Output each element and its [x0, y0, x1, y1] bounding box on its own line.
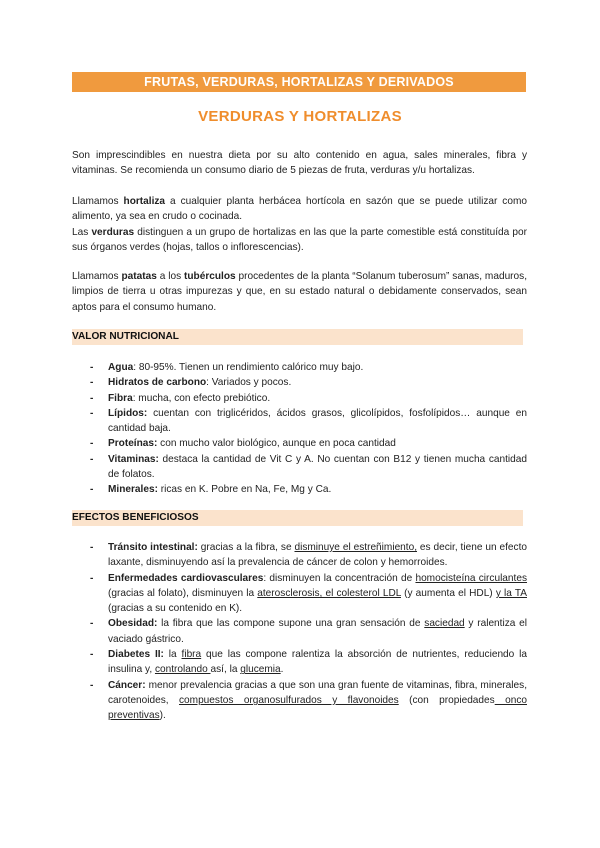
term-tuberculos: tubérculos: [184, 271, 236, 282]
section-title: VERDURAS Y HORTALIZAS: [198, 108, 402, 125]
chapter-banner: FRUTAS, VERDURAS, HORTALIZAS Y DERIVADOS: [72, 72, 526, 92]
list-item: - Cáncer: menor prevalencia gracias a que son una gran fuente de vitaminas, fibra, minerales, carotenoides, compuestos organosulfurados y flavonoides (con propiedades onco preventivas).: [90, 679, 527, 722]
patatas-definition: Llamamos patatas a los tubérculos procedentes de la planta “Solanum tuberosum” sanas, maduros, limpios de tierra u otras impurezas y que, en su estado natural o debidamente conservados, sean aptos para el consumo humano.: [72, 271, 528, 313]
list-item: - Fibra: mucha, con efecto prebiótico.: [90, 392, 271, 404]
list-item: - Minerales: ricas en K. Pobre en Na, Fe, Mg y Ca.: [90, 484, 332, 496]
term-hortaliza: hortaliza: [123, 196, 166, 207]
hortaliza-definition: Llamamos hortaliza a cualquier planta herbácea hortícola en sazón que se puede utilizar como alimento, ya sea en crudo o cocinada. Las verduras distinguen a un grupo de hortalizas en las que la parte comestible está constituída por sus órganos verdes (hojas, tallos o inflorescencias).: [72, 196, 527, 253]
list-item: - Agua: 80-95%. Tienen un rendimiento calórico muy bajo.: [90, 362, 364, 373]
list-item: - Lípidos: cuentan con triglicéridos, ácidos grasos, glicolípidos, fosfolípidos… aunque en cantidad baja.: [90, 407, 527, 435]
term-patatas: patatas: [121, 271, 157, 282]
efectos-list: [72, 540, 527, 724]
list-item: - Proteínas: con mucho valor biológico, aunque en poca cantidad: [90, 438, 396, 450]
valor-list: [72, 360, 527, 498]
list-item: - Vitaminas: destaca la cantidad de Vit C y A. No cuentan con B12 y tienen mucha cantidad de folatos.: [90, 453, 527, 481]
term-verduras: verduras: [91, 226, 135, 238]
list-item: - Tránsito intestinal: gracias a la fibra, se disminuye el estreñimiento, es decir, tiene un efecto laxante, disminuyendo así la prevalencia de cáncer de colon y hemorroides.: [90, 542, 527, 569]
list-item: - Obesidad: la fibra que las compone supone una gran sensación de saciedad y ralentiza el vaciado gástrico.: [90, 618, 527, 645]
heading-efectos-beneficiosos: EFECTOS BENEFICIOSOS: [72, 510, 523, 526]
intro-paragraph: Son imprescindibles en nuestra dieta por su alto contenido en agua, sales minerales, fibra y vitaminas. Se recomienda un consumo diario de 5 piezas de fruta, verduras y/u hortalizas.: [72, 150, 527, 177]
list-item: - Diabetes II: la fibra que las compone ralentiza la absorción de nutrientes, reduciendo la insulina y, controlando así, la glucemia.: [90, 649, 528, 676]
list-item: - Hidratos de carbono: Variados y pocos.: [90, 377, 292, 389]
list-item: - Enfermedades cardiovasculares: disminuyen la concentración de homocisteína circulantes (gracias al folato), disminuyen la aterosclerosis, el colesterol LDL (y aumenta el HDL) y la TA (gracias a su contenido en K).: [90, 572, 528, 615]
heading-valor-nutricional: VALOR NUTRICIONAL: [72, 329, 523, 345]
